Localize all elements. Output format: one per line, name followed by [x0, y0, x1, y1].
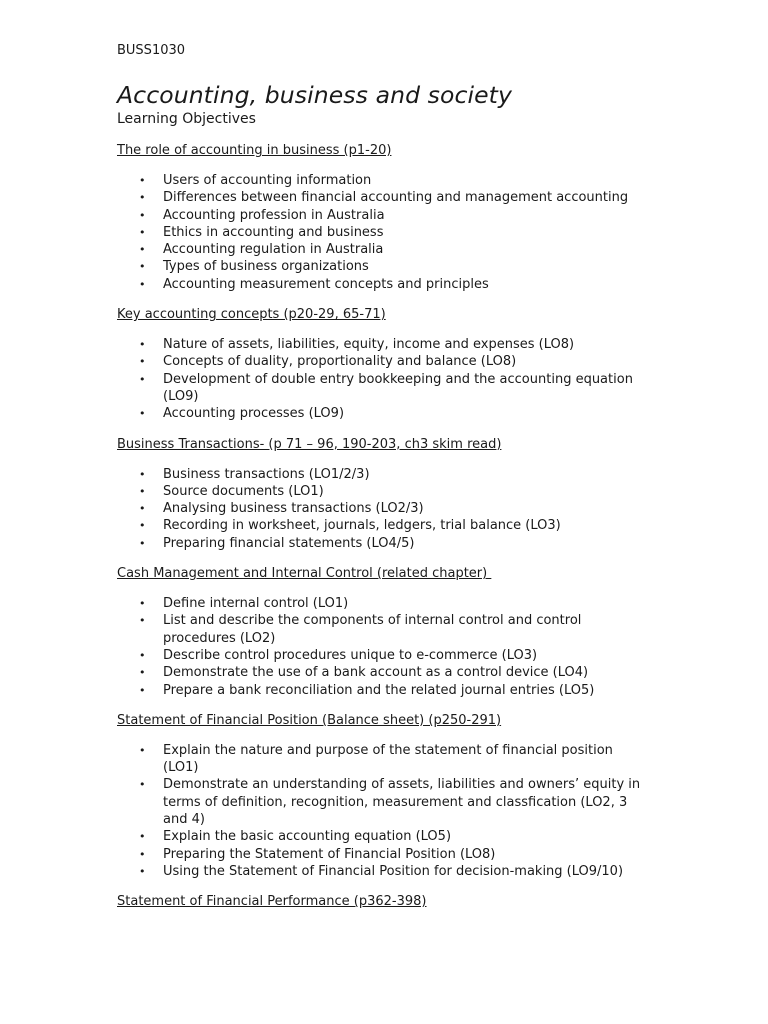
list-item	[117, 682, 647, 699]
list-item-text: Analysing business transactions (LO2/3)	[163, 501, 424, 517]
list-item-text: Nature of assets, liabilities, equity, income and expenses (LO8)	[163, 337, 575, 353]
list-item	[117, 207, 647, 224]
list-item-text: Demonstrate an understanding of assets, liabilities and owners’ equity in terms of definition, recognition, measurement and classfication (LO2, 3 and 4)	[163, 777, 641, 828]
list-item-text: Accounting measurement concepts and principles	[163, 276, 489, 292]
list-item-text: Source documents (LO1)	[163, 483, 324, 499]
bullet-icon: •	[139, 407, 146, 421]
bullet-icon: •	[139, 666, 146, 680]
list-item-text: Accounting regulation in Australia	[163, 242, 384, 258]
bullet-icon: •	[139, 174, 146, 187]
list-item	[117, 405, 647, 422]
list-item	[117, 664, 647, 681]
bullet-icon: •	[139, 191, 146, 205]
list-item-text: Prepare a bank reconciliation and the related journal entries (LO5)	[163, 682, 595, 698]
list-item	[117, 612, 647, 647]
list-item-text: Differences between financial accounting and management accounting	[163, 190, 629, 206]
bullet-icon: •	[139, 372, 146, 386]
list-item-text: Demonstrate the use of a bank account as a control device (LO4)	[163, 665, 589, 681]
bullet-icon: •	[139, 648, 146, 662]
objectives-list	[117, 595, 677, 699]
bullet-icon: •	[139, 467, 146, 481]
list-item-text: Concepts of duality, proportionality and balance (LO8)	[163, 354, 517, 370]
bullet-icon: •	[139, 830, 146, 844]
list-item-text: Define internal control (LO1)	[163, 596, 349, 612]
objectives-list	[117, 742, 677, 880]
bullet-icon: •	[139, 502, 146, 516]
section-heading: Cash Management and Internal Control (related chapter)	[117, 566, 492, 582]
list-item	[117, 595, 647, 612]
list-item-text: Users of accounting information	[163, 173, 372, 188]
list-item	[117, 647, 647, 664]
bullet-icon: •	[139, 864, 146, 878]
list-item	[117, 336, 647, 353]
bullet-icon: •	[139, 225, 146, 239]
list-item	[117, 371, 647, 406]
list-item	[117, 846, 647, 863]
list-item-text: Business transactions (LO1/2/3)	[163, 466, 370, 482]
objectives-list	[117, 172, 677, 293]
list-item	[117, 241, 647, 258]
list-item-text: Using the Statement of Financial Position for decision-making (LO9/10)	[163, 863, 624, 879]
list-item-text: List and describe the components of internal control and control procedures (LO2)	[163, 613, 582, 646]
list-item-text: Explain the nature and purpose of the statement of financial position (LO1)	[163, 742, 613, 776]
document-subtitle: Learning Objectives	[117, 111, 256, 127]
list-item-text: Development of double entry bookkeeping and the accounting equation (LO9)	[163, 371, 633, 404]
list-item-text: Explain the basic accounting equation (LO5)	[163, 829, 452, 845]
document-title: Accounting, business and society	[117, 81, 513, 109]
bullet-icon: •	[139, 260, 146, 274]
list-item	[117, 172, 647, 189]
list-item-text: Accounting profession in Australia	[163, 207, 385, 223]
list-item-text: Ethics in accounting and business	[163, 224, 384, 240]
list-item	[117, 353, 647, 370]
section-heading: Statement of Financial Performance (p362-398)	[117, 894, 427, 910]
sections-container	[117, 142, 677, 910]
list-item-text: Preparing the Statement of Financial Position (LO8)	[163, 846, 496, 862]
bullet-icon: •	[139, 338, 146, 352]
list-item	[117, 258, 647, 275]
bullet-icon: •	[139, 355, 146, 369]
list-item	[117, 863, 647, 880]
bullet-icon: •	[139, 243, 146, 257]
list-item	[117, 276, 647, 293]
bullet-icon: •	[139, 597, 146, 611]
section-heading: Business Transactions- (p 71 – 96, 190-203, ch3 skim read)	[117, 436, 502, 452]
section-heading: Key accounting concepts (p20-29, 65-71)	[117, 307, 386, 323]
list-item	[117, 742, 647, 777]
objectives-list	[117, 466, 677, 552]
bullet-icon: •	[139, 208, 146, 222]
objectives-list	[117, 336, 677, 422]
bullet-icon: •	[139, 519, 146, 533]
bullet-icon: •	[139, 484, 146, 498]
bullet-icon: •	[139, 847, 146, 861]
bullet-icon: •	[139, 683, 146, 697]
bullet-icon: •	[139, 277, 146, 291]
list-item	[117, 828, 647, 845]
list-item	[117, 224, 647, 241]
list-item	[117, 189, 647, 206]
bullet-icon: •	[139, 743, 146, 757]
list-item	[117, 500, 647, 517]
course-code: BUSS1030	[117, 43, 186, 58]
list-item	[117, 776, 647, 828]
list-item-text: Types of business organizations	[163, 259, 369, 275]
bullet-icon: •	[139, 778, 146, 792]
section-heading: The role of accounting in business (p1-20)	[117, 143, 392, 158]
list-item	[117, 466, 647, 483]
list-item	[117, 483, 647, 500]
list-item	[117, 517, 647, 534]
list-item	[117, 535, 647, 552]
list-item-text: Preparing financial statements (LO4/5)	[163, 535, 415, 551]
list-item-text: Describe control procedures unique to e-commerce (LO3)	[163, 647, 538, 663]
document-page	[117, 42, 677, 923]
bullet-icon: •	[139, 614, 146, 628]
bullet-icon: •	[139, 536, 146, 550]
list-item-text: Accounting processes (LO9)	[163, 406, 345, 422]
section-heading: Statement of Financial Position (Balance sheet) (p250-291)	[117, 712, 502, 728]
list-item-text: Recording in worksheet, journals, ledgers, trial balance (LO3)	[163, 518, 561, 534]
